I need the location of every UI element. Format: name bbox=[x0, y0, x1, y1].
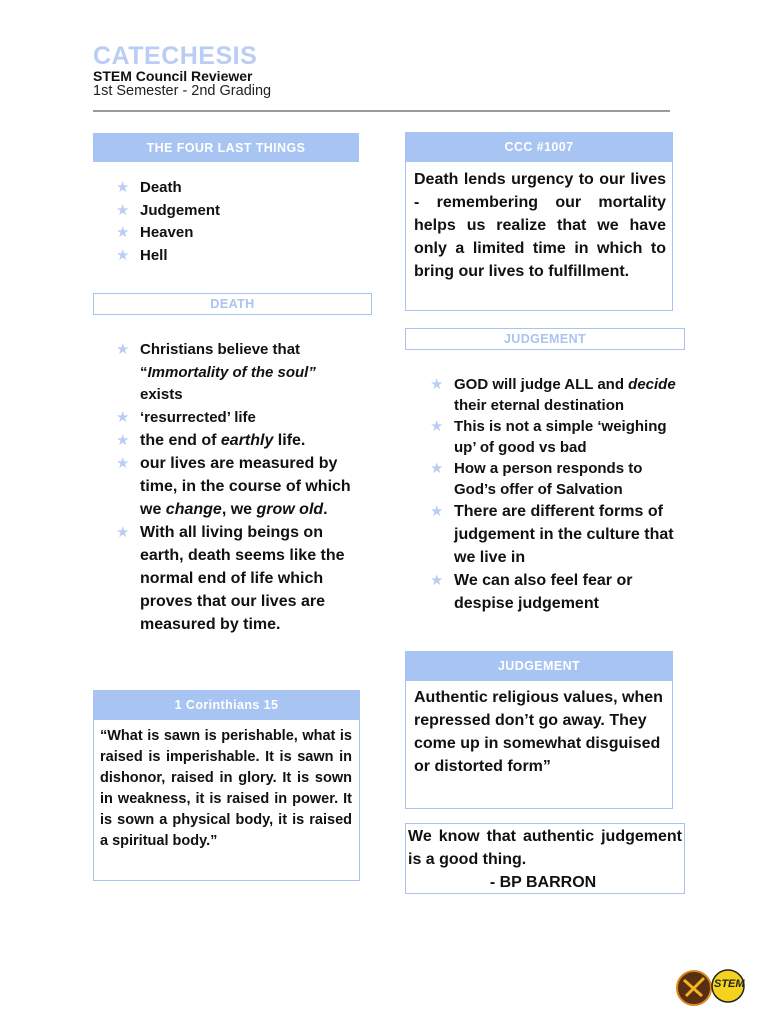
header-divider bbox=[93, 110, 670, 112]
star-icon: ★ bbox=[430, 418, 444, 435]
page-subtitle: STEM Council Reviewer bbox=[93, 68, 253, 84]
judgement-values-text: Authentic religious values, when repressed don’t go away. They come up in somewhat disguised or distorted form” bbox=[414, 689, 663, 775]
star-icon: ★ bbox=[116, 455, 130, 473]
judgement-list bbox=[430, 374, 680, 615]
star-icon: ★ bbox=[430, 460, 444, 477]
four-last-things-list bbox=[116, 177, 356, 267]
star-icon: ★ bbox=[116, 432, 130, 450]
list-item: ★ This is not a simple ‘weighing up’ of good vs bad bbox=[430, 418, 667, 456]
list-item: ★ With all living beings on earth, death seems like the normal end of life which proves that our lives are measured by time. bbox=[116, 521, 351, 636]
semester-label: 1st Semester - 2nd Grading bbox=[93, 83, 272, 99]
list-item: ★ Heaven bbox=[116, 222, 356, 245]
star-icon: ★ bbox=[430, 503, 444, 520]
judgement-header: JUDGEMENT bbox=[405, 328, 685, 350]
star-icon: ★ bbox=[116, 201, 130, 219]
star-icon: ★ bbox=[116, 224, 130, 242]
death-list bbox=[116, 339, 351, 636]
ccc-header: CCC #1007 bbox=[405, 132, 673, 162]
list-item: ★ There are different forms of judgement in the culture that we live in bbox=[430, 500, 680, 569]
ccc-text: Death lends urgency to our lives - remembering our mortality helps us realize that we have only a limited time in which to bring our lives to fulfillment. bbox=[414, 171, 666, 280]
list-item: ★ We can also feel fear or despise judgement bbox=[430, 569, 680, 615]
list-item: ★ our lives are measured by time, in the course of which we change, we grow old. bbox=[116, 452, 351, 521]
logo-label: STEM bbox=[714, 978, 745, 990]
list-item: ★ the end of earthly life. bbox=[116, 429, 351, 452]
star-icon: ★ bbox=[116, 179, 130, 196]
death-header: DEATH bbox=[93, 293, 372, 315]
four-last-things-header: THE FOUR LAST THINGS bbox=[93, 133, 359, 162]
star-icon: ★ bbox=[116, 246, 130, 264]
list-item: ★ GOD will judge ALL and decide their eternal destination bbox=[430, 376, 676, 414]
judgement-values-box bbox=[405, 681, 673, 809]
star-icon: ★ bbox=[116, 341, 130, 358]
quote-author: - BP BARRON bbox=[489, 874, 597, 891]
list-item: ★ Christians believe that “Immortality of the soul” exists bbox=[116, 341, 316, 404]
list-item: ★ Judgement bbox=[116, 200, 356, 223]
list-item: ★ Death bbox=[116, 177, 356, 200]
stem-logo bbox=[676, 966, 748, 1015]
star-icon: ★ bbox=[430, 376, 444, 393]
quote-box bbox=[405, 823, 685, 894]
corinthians-header: 1 Corinthians 15 bbox=[93, 690, 360, 720]
list-item: ★ How a person responds to God’s offer of Salvation bbox=[430, 460, 643, 498]
corinthians-text: “What is sawn is perishable, what is raised is imperishable. It is sawn in dishonor, raised in glory. It is sown in weakness, it is raised in power. It is sown a physical body, it is raised a spiritual body.” bbox=[100, 728, 352, 849]
quote-text: We know that authentic judgement is a good thing. bbox=[408, 828, 682, 868]
list-item: ★ ‘resurrected’ life bbox=[116, 407, 351, 430]
ccc-box bbox=[405, 162, 673, 311]
star-icon: ★ bbox=[116, 408, 130, 426]
judgement-values-header: JUDGEMENT bbox=[405, 651, 673, 681]
corinthians-box bbox=[93, 720, 360, 881]
star-icon: ★ bbox=[116, 524, 130, 542]
star-icon: ★ bbox=[430, 572, 444, 589]
page-title: CATECHESIS bbox=[93, 42, 258, 70]
list-item: ★ Hell bbox=[116, 245, 356, 268]
